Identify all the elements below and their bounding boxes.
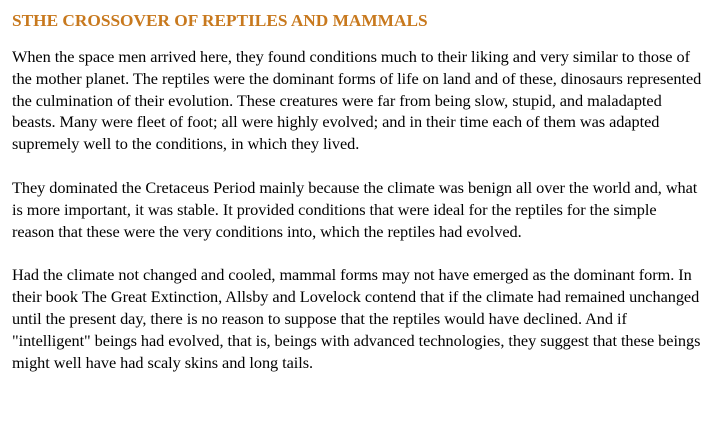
article-title: STHE CROSSOVER OF REPTILES AND MAMMALS	[12, 11, 428, 30]
article-paragraph-3: Had the climate not changed and cooled, mammal forms may not have emerged as the dominant form. In their book The Great Extinction, Allsby and Lovelock contend that if the climate had remained unchanged until the present day, there is no reason to suppose that the reptiles would have declined. And if "intelligent" beings had evolved, that is, beings with advanced technologies, they suggest that these beings might well have had scaly skins and long tails.	[12, 265, 701, 372]
article	[12, 9, 702, 395]
article-paragraph-2: They dominated the Cretaceus Period mainly because the climate was benign all over the world and, what is more important, it was stable. It provided conditions that were ideal for the reptiles for the simple reason that these were the very conditions into, which the reptiles had evolved.	[12, 177, 698, 241]
article-paragraph-1: When the space men arrived here, they found conditions much to their liking and very similar to those of the mother planet. The reptiles were the dominant forms of life on land and of these, dinosaurs represented the culmination of their evolution. These creatures were far from being slow, stupid, and maladapted beasts. Many were fleet of foot; all were highly evolved; and in their time each of them was adapted supremely well to the conditions, in which they lived.	[12, 47, 702, 154]
